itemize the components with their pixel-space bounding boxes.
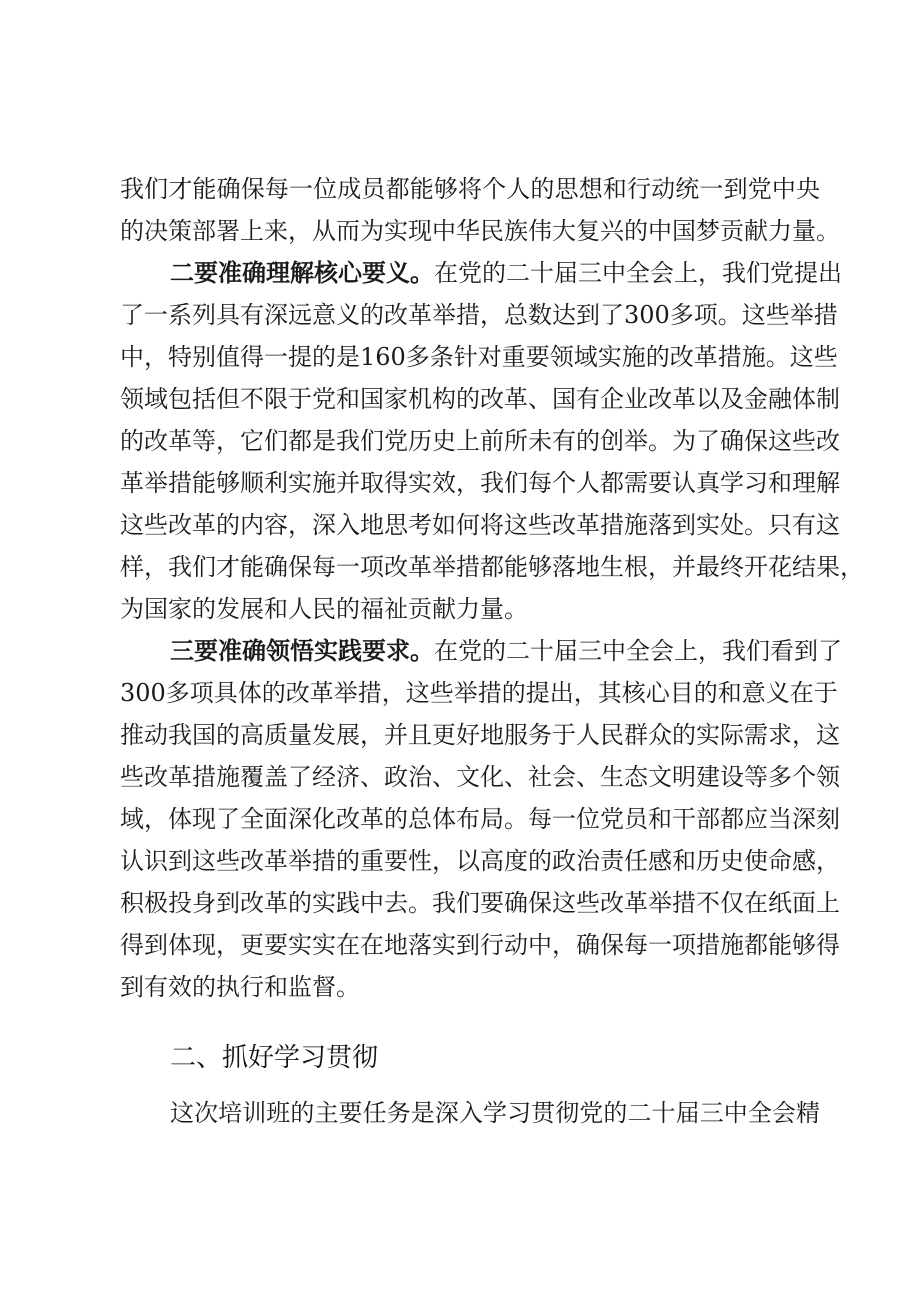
paragraph-line: 样，我们才能确保每一项改革举措都能够落地生根，并最终开花结果， <box>120 553 864 581</box>
paragraph-text: 在党的二十届三中全会上，我们党提出 <box>434 259 842 287</box>
paragraph-line: 300多项具体的改革举措，这些举措的提出，其核心目的和意义在于 <box>120 679 838 707</box>
paragraph-line: 了一系列具有深远意义的改革举措，总数达到了300多项。这些举措 <box>120 301 838 329</box>
paragraph-line: 为国家的发展和人民的福祉贡献力量。 <box>120 595 528 623</box>
paragraph-line: 的决策部署上来，从而为实现中华民族伟大复兴的中国梦贡献力量。 <box>120 217 840 245</box>
paragraph-line: 领域包括但不限于党和国家机构的改革、国有企业改革以及金融体制 <box>120 385 840 413</box>
paragraph-line: 得到体现，更要实实在在地落实到行动中，确保每一项措施都能够得 <box>120 931 840 959</box>
paragraph-line: 到有效的执行和监督。 <box>120 973 360 1001</box>
paragraph-line: 认识到这些改革举措的重要性，以高度的政治责任感和历史使命感， <box>120 847 840 875</box>
paragraph-line: 积极投身到改革的实践中去。我们要确保这些改革举措不仅在纸面上 <box>120 889 840 917</box>
paragraph-first-line: 这次培训班的主要任务是深入学习贯彻党的二十届三中全会精 <box>170 1099 820 1127</box>
paragraph-line: 域，体现了全面深化改革的总体布局。每一位党员和干部都应当深刻 <box>120 805 840 833</box>
paragraph-first-line <box>170 256 842 290</box>
paragraph-line: 我们才能确保每一位成员都能够将个人的思想和行动统一到党中央 <box>120 175 820 203</box>
section-heading: 二、抓好学习贯彻 <box>170 1043 379 1073</box>
paragraph-lead-heading: 三要准确领悟实践要求。 <box>170 637 434 665</box>
paragraph-line: 中，特别值得一提的是160多条针对重要领域实施的改革措施。这些 <box>120 343 838 371</box>
paragraph-lead-heading: 二要准确理解核心要义。 <box>170 259 434 287</box>
paragraph-line: 的改革等，它们都是我们党历史上前所未有的创举。为了确保这些改 <box>120 427 840 455</box>
paragraph-line: 些改革措施覆盖了经济、政治、文化、社会、生态文明建设等多个领 <box>120 763 840 791</box>
paragraph-line: 这些改革的内容，深入地思考如何将这些改革措施落到实处。只有这 <box>120 511 840 539</box>
paragraph-line: 革举措能够顺利实施并取得实效，我们每个人都需要认真学习和理解 <box>120 469 840 497</box>
paragraph-text: 在党的二十届三中全会上，我们看到了 <box>434 637 842 665</box>
paragraph-first-line <box>170 634 842 668</box>
paragraph-line: 推动我国的高质量发展，并且更好地服务于人民群众的实际需求，这 <box>120 721 840 749</box>
